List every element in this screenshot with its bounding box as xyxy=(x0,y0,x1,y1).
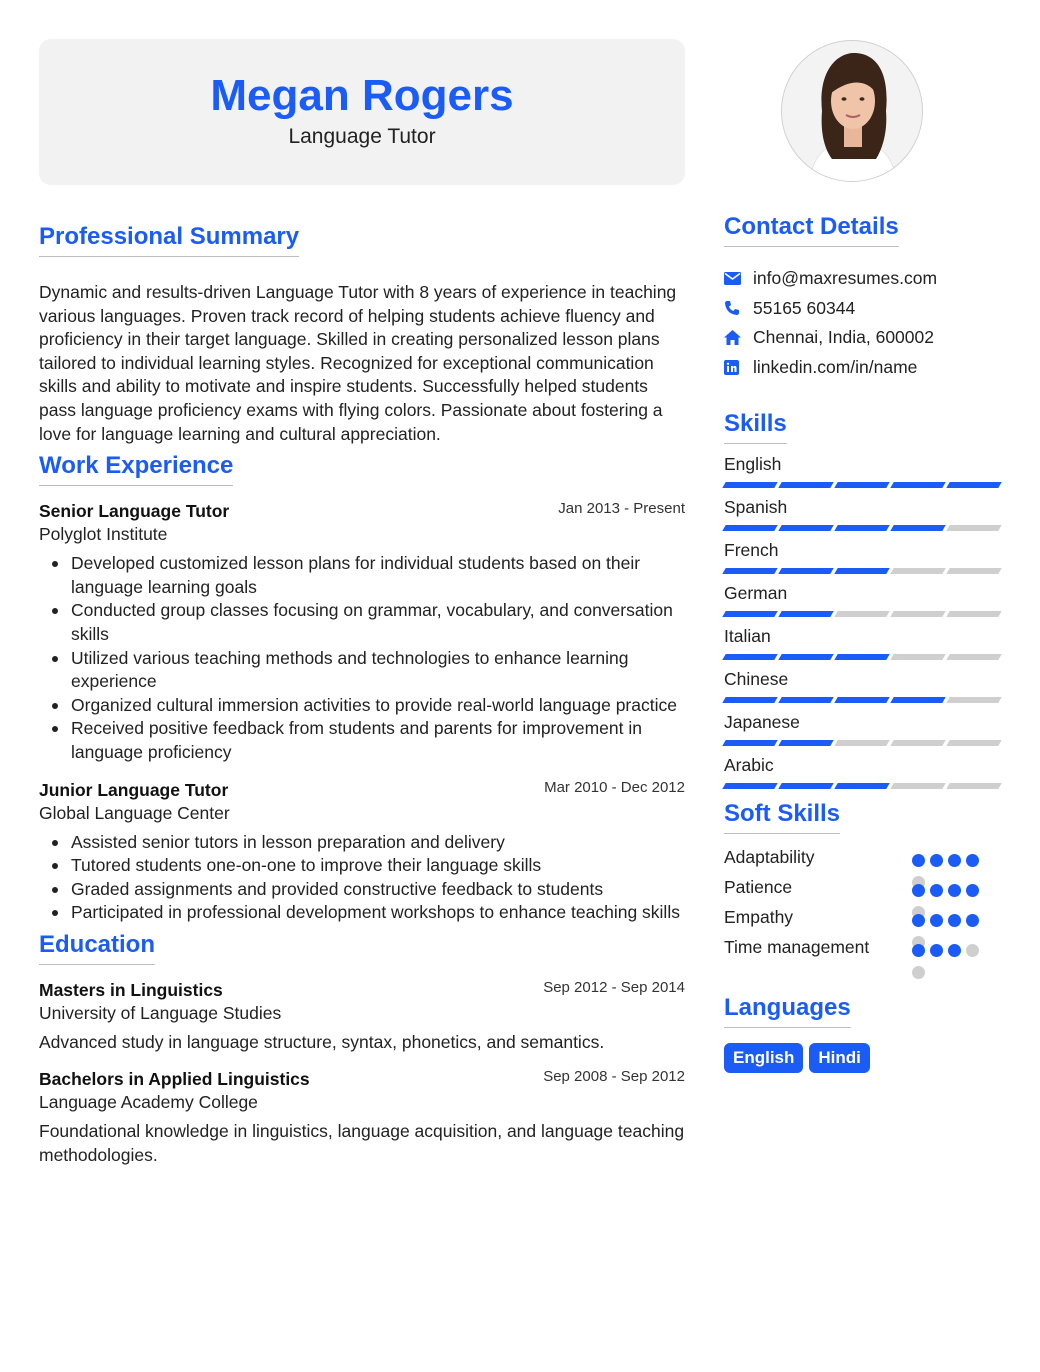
skill-level-bar xyxy=(724,740,1004,746)
skill-level-segment xyxy=(890,568,945,574)
skill-level-segment xyxy=(890,525,945,531)
skill-item xyxy=(724,711,1004,754)
home-icon xyxy=(724,330,753,345)
soft-skill-name: Adaptability xyxy=(724,847,815,867)
soft-skills-section xyxy=(724,799,1004,966)
skill-level-bar xyxy=(724,783,1004,789)
soft-skill-name: Time management xyxy=(724,937,870,957)
skill-level-segment xyxy=(778,568,833,574)
skill-level-segment xyxy=(946,611,1001,617)
skill-level-segment xyxy=(778,654,833,660)
list-item: Received positive feedback from students and parents for improvement in language proficiency xyxy=(39,717,685,764)
profile-photo xyxy=(781,40,923,182)
skill-name: Chinese xyxy=(724,669,789,689)
list-item: Organized cultural immersion activities to provide real-world language practice xyxy=(39,694,685,718)
rating-dot xyxy=(948,914,961,927)
skill-level-segment xyxy=(722,783,777,789)
rating-dot xyxy=(912,914,925,927)
job-title: Junior Language Tutor xyxy=(39,779,229,800)
list-item: Assisted senior tutors in lesson preparation and delivery xyxy=(39,831,685,855)
list-item: Graded assignments and provided constructive feedback to students xyxy=(39,878,685,902)
work-experience-section xyxy=(39,451,685,925)
skill-level-segment xyxy=(834,697,889,703)
skill-level-bar xyxy=(724,482,1004,488)
skills-list xyxy=(724,453,1004,797)
contact-email[interactable] xyxy=(724,264,1004,294)
contact-address xyxy=(724,323,1004,353)
degree-title: Bachelors in Applied Linguistics xyxy=(39,1069,310,1090)
email-text[interactable]: info@maxresumes.com xyxy=(753,268,938,289)
soft-skill-rating xyxy=(912,940,992,984)
rating-dot xyxy=(930,884,943,897)
skill-item xyxy=(724,582,1004,625)
section-title-soft-skills: Soft Skills xyxy=(724,799,840,834)
rating-dot xyxy=(930,914,943,927)
rating-dot xyxy=(912,884,925,897)
skill-item xyxy=(724,754,1004,797)
phone-icon xyxy=(724,300,753,316)
skill-level-segment xyxy=(722,740,777,746)
skill-level-segment xyxy=(778,697,833,703)
section-title-summary: Professional Summary xyxy=(39,222,299,257)
soft-skill-name: Empathy xyxy=(724,907,794,927)
degree-title: Masters in Linguistics xyxy=(39,979,223,1000)
skill-level-bar xyxy=(724,697,1004,703)
skill-level-segment xyxy=(778,611,833,617)
section-title-languages: Languages xyxy=(724,993,851,1028)
education-date: Sep 2008 - Sep 2012 xyxy=(543,1068,685,1086)
section-title-work: Work Experience xyxy=(39,451,233,486)
skill-name: Arabic xyxy=(724,755,774,775)
list-item: Participated in professional development workshops to enhance teaching skills xyxy=(39,901,685,925)
skill-level-segment xyxy=(946,740,1001,746)
skill-level-segment xyxy=(890,783,945,789)
rating-dot xyxy=(912,854,925,867)
right-column xyxy=(724,212,1004,1073)
rating-dot xyxy=(912,944,925,957)
rating-dot xyxy=(966,944,979,957)
professional-summary-section xyxy=(39,222,685,446)
rating-dot xyxy=(930,944,943,957)
list-item: Tutored students one-on-one to improve their language skills xyxy=(39,854,685,878)
linkedin-text[interactable]: linkedin.com/in/name xyxy=(753,356,918,377)
education-entry xyxy=(39,1068,685,1167)
skill-item xyxy=(724,496,1004,539)
linkedin-icon xyxy=(724,360,753,375)
job-company: Global Language Center xyxy=(39,802,230,823)
list-item: Developed customized lesson plans for individual students based on their language learning goals xyxy=(39,552,685,599)
languages-section xyxy=(724,993,1004,1073)
education-section xyxy=(39,930,685,1168)
education-date: Sep 2012 - Sep 2014 xyxy=(543,978,685,996)
skill-item xyxy=(724,539,1004,582)
skill-name: Japanese xyxy=(724,712,800,732)
skill-level-segment xyxy=(946,697,1001,703)
skills-section xyxy=(724,409,1004,797)
rating-dot xyxy=(948,854,961,867)
skill-level-segment xyxy=(890,611,945,617)
skill-name: Spanish xyxy=(724,497,788,517)
skill-level-bar xyxy=(724,525,1004,531)
skill-level-segment xyxy=(778,482,833,488)
skill-item xyxy=(724,453,1004,496)
skill-level-segment xyxy=(834,740,889,746)
skill-level-segment xyxy=(834,568,889,574)
summary-text: Dynamic and results-driven Language Tutor with 8 years of experience in teaching various languages. Proven track record of helping students achieve fluency and proficiency in their target language. Skilled in creating personalized lesson plans tailored to individual learning styles. Recognized for exceptional communication skills and ability to motivate and inspire students. Successfully helped students pass language proficiency exams with flying colors. Passionate about fostering a love for language learning and cultural appreciation. xyxy=(39,282,677,444)
rating-dot xyxy=(966,914,979,927)
skill-level-segment xyxy=(890,482,945,488)
contact-linkedin[interactable] xyxy=(724,353,1004,383)
skill-level-segment xyxy=(722,482,777,488)
skill-level-bar xyxy=(724,568,1004,574)
job-entry xyxy=(39,500,685,764)
skill-level-bar xyxy=(724,611,1004,617)
contact-section xyxy=(724,212,1004,382)
job-title: Senior Language Tutor xyxy=(39,501,230,522)
skill-level-segment xyxy=(722,525,777,531)
rating-dot xyxy=(966,884,979,897)
job-entry xyxy=(39,779,685,925)
school-name: Language Academy College xyxy=(39,1092,258,1113)
skill-level-segment xyxy=(834,783,889,789)
skill-level-segment xyxy=(946,482,1001,488)
soft-skill-item xyxy=(724,936,1004,966)
skill-level-segment xyxy=(946,654,1001,660)
language-badge: Hindi xyxy=(809,1043,870,1073)
language-badge: English xyxy=(724,1043,803,1073)
skill-level-segment xyxy=(946,783,1001,789)
candidate-name: Megan Rogers xyxy=(210,71,514,120)
section-title-skills: Skills xyxy=(724,409,787,444)
section-title-education: Education xyxy=(39,930,155,965)
section-title-contact: Contact Details xyxy=(724,212,899,247)
skill-level-segment xyxy=(834,611,889,617)
skill-level-segment xyxy=(722,611,777,617)
school-name: University of Language Studies xyxy=(39,1002,282,1023)
skill-level-segment xyxy=(834,482,889,488)
header xyxy=(39,39,685,185)
list-item: Utilized various teaching methods and technologies to enhance learning experience xyxy=(39,647,685,694)
contact-phone[interactable] xyxy=(724,294,1004,324)
skill-level-bar xyxy=(724,654,1004,660)
skill-name: Italian xyxy=(724,626,771,646)
skill-level-segment xyxy=(778,525,833,531)
job-company: Polyglot Institute xyxy=(39,524,168,545)
rating-dot xyxy=(930,854,943,867)
skill-level-segment xyxy=(778,740,833,746)
portrait-illustration xyxy=(782,41,923,182)
skill-item xyxy=(724,625,1004,668)
education-description: Advanced study in language structure, syntax, phonetics, and semantics. xyxy=(39,1031,605,1052)
list-item: Conducted group classes focusing on grammar, vocabulary, and conversation skills xyxy=(39,599,685,646)
left-column xyxy=(39,222,685,1168)
rating-dot xyxy=(948,884,961,897)
skill-level-segment xyxy=(946,568,1001,574)
skill-level-segment xyxy=(890,654,945,660)
job-bullets xyxy=(39,552,685,764)
skill-level-segment xyxy=(834,525,889,531)
envelope-icon xyxy=(724,272,753,285)
job-date: Jan 2013 - Present xyxy=(558,500,685,518)
candidate-role: Language Tutor xyxy=(288,125,436,148)
skill-level-segment xyxy=(834,654,889,660)
rating-dot xyxy=(966,854,979,867)
skill-name: German xyxy=(724,583,788,603)
education-entry xyxy=(39,979,685,1055)
address-text: Chennai, India, 600002 xyxy=(753,327,934,348)
phone-text[interactable]: 55165 60344 xyxy=(753,297,856,318)
skill-level-segment xyxy=(722,697,777,703)
job-bullets xyxy=(39,831,685,925)
soft-skill-item xyxy=(724,846,1004,876)
soft-skills-list xyxy=(724,846,1004,966)
skill-item xyxy=(724,668,1004,711)
skill-level-segment xyxy=(890,740,945,746)
education-description: Foundational knowledge in linguistics, language acquisition, and language teaching methodologies. xyxy=(39,1121,685,1166)
job-date: Mar 2010 - Dec 2012 xyxy=(544,778,685,796)
skill-level-segment xyxy=(890,697,945,703)
language-badges xyxy=(724,1043,1004,1073)
skill-level-segment xyxy=(722,654,777,660)
soft-skill-item xyxy=(724,906,1004,936)
rating-dot xyxy=(948,944,961,957)
skill-level-segment xyxy=(778,783,833,789)
skill-name: French xyxy=(724,540,779,560)
soft-skill-name: Patience xyxy=(724,877,793,897)
skill-name: English xyxy=(724,454,782,474)
skill-level-segment xyxy=(946,525,1001,531)
skill-level-segment xyxy=(722,568,777,574)
soft-skill-item xyxy=(724,876,1004,906)
rating-dot xyxy=(912,966,925,979)
